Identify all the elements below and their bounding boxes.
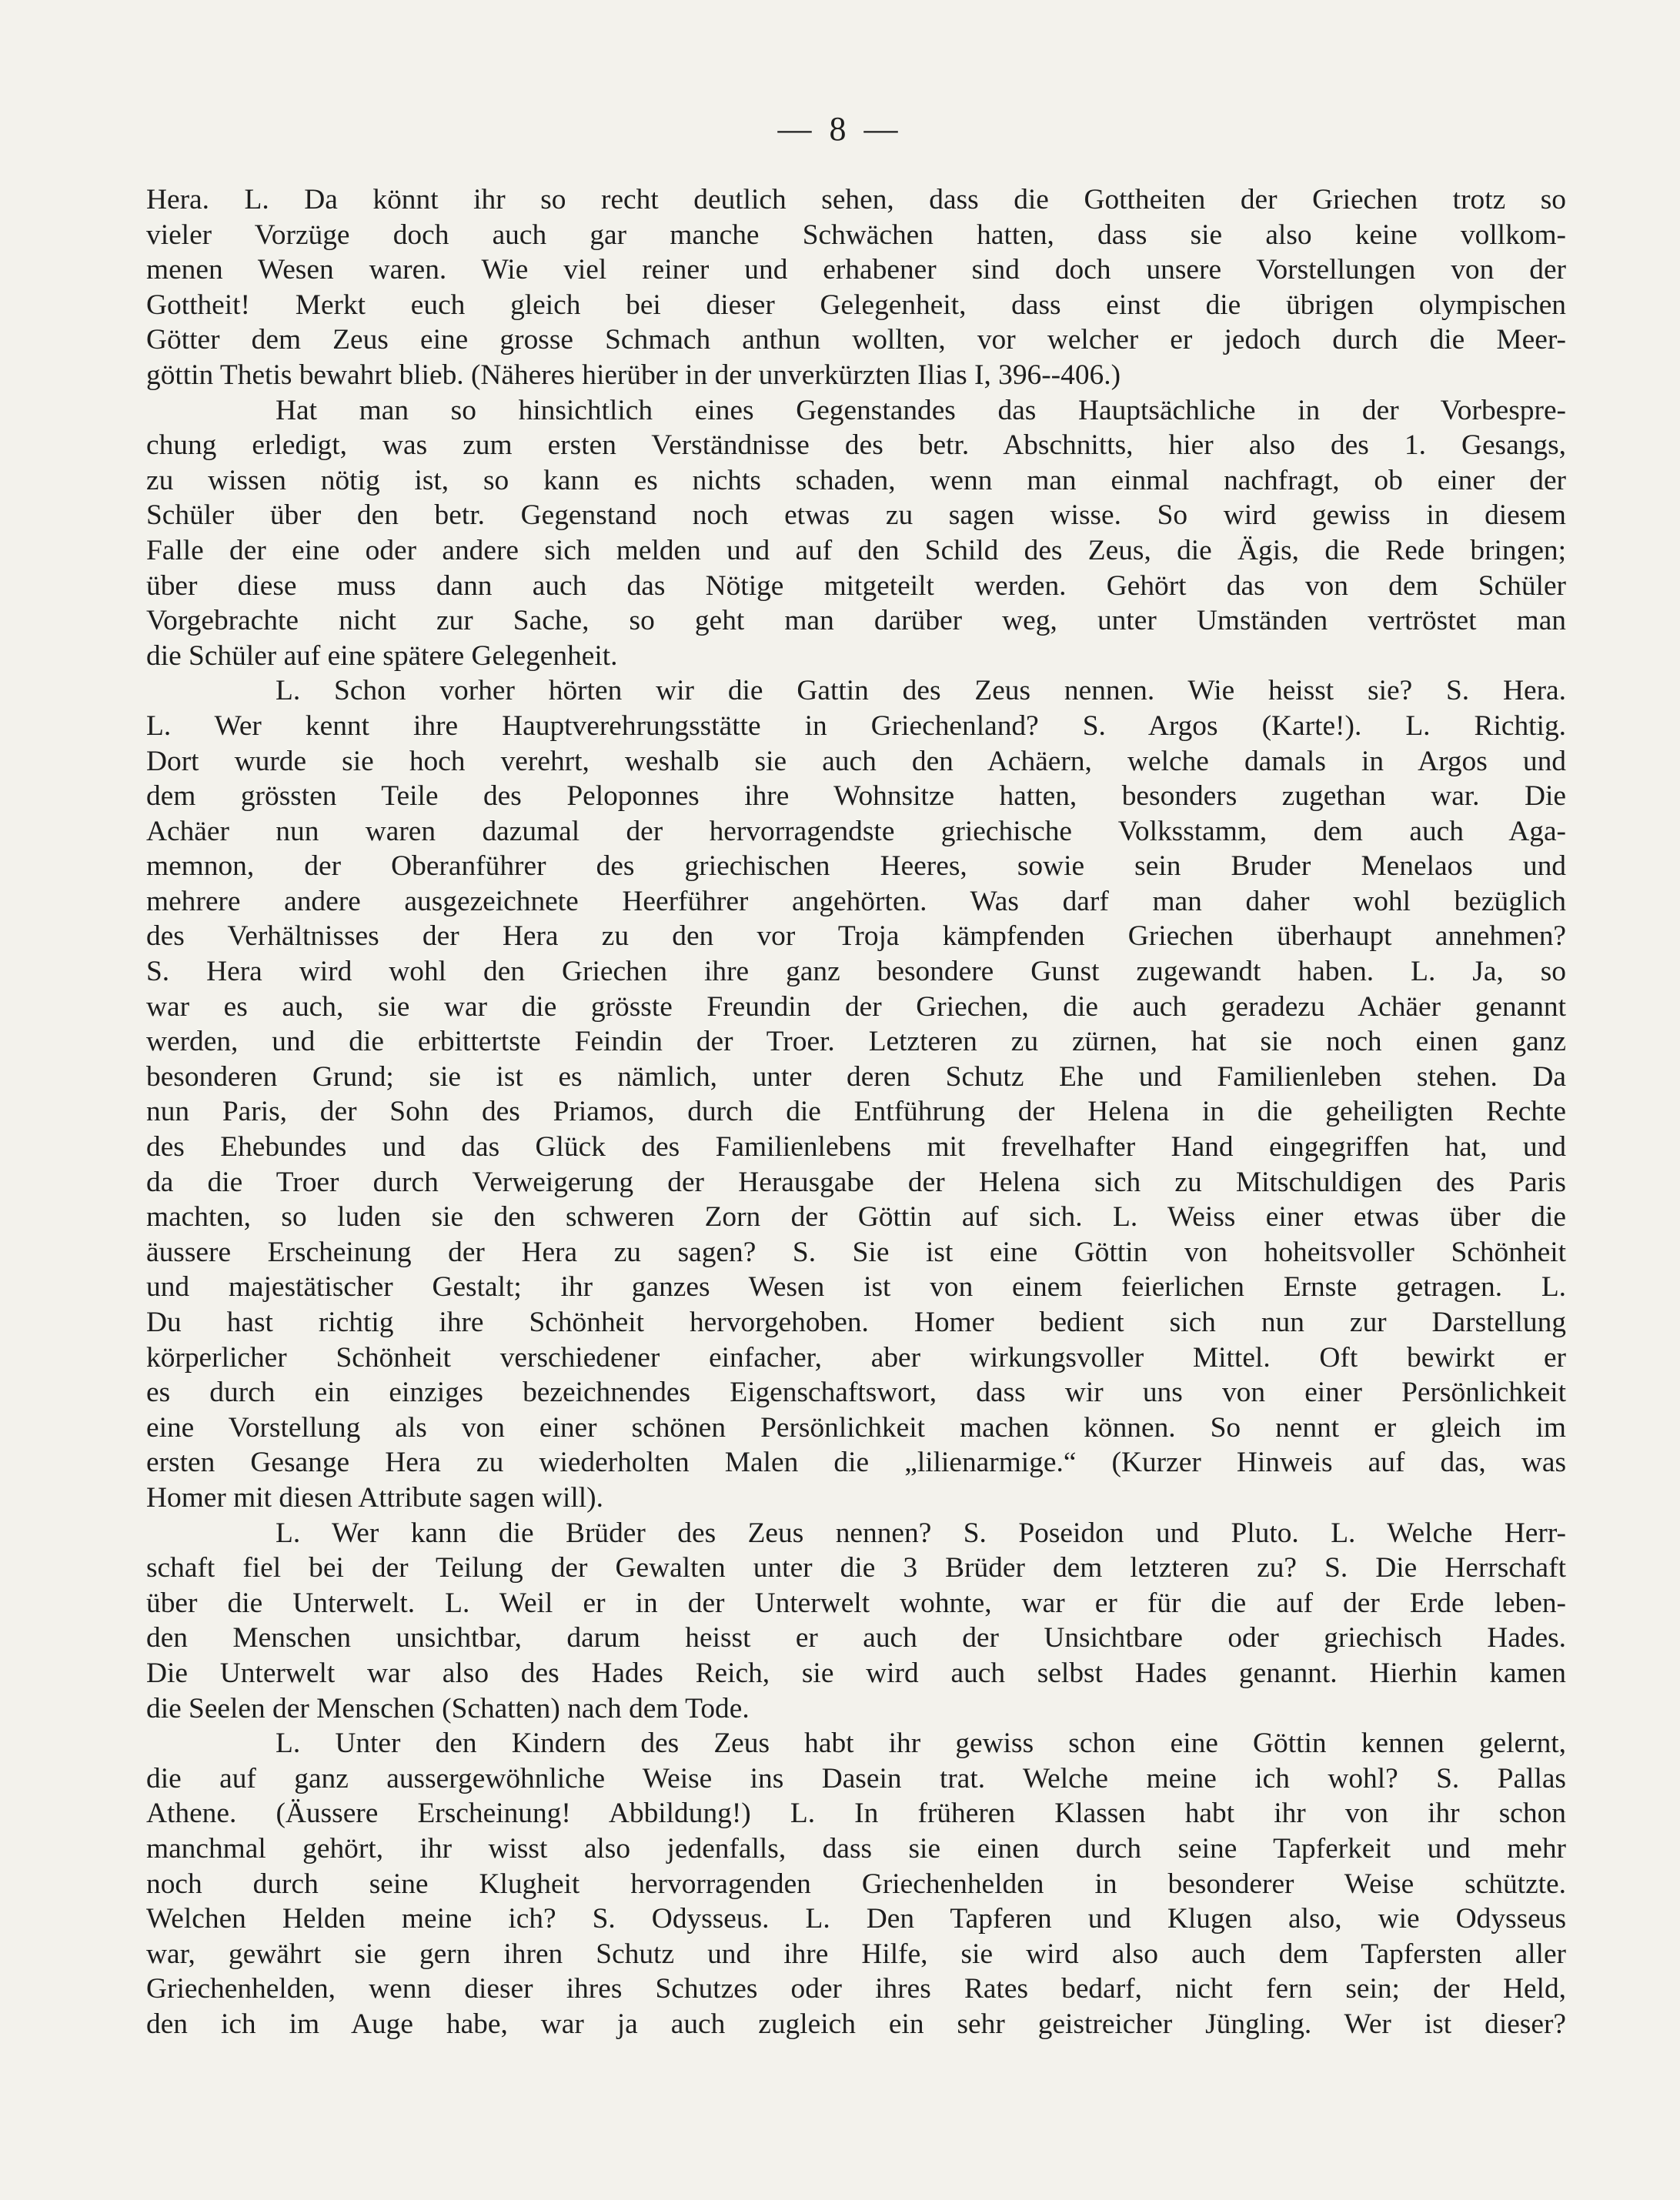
text-line: ersten Gesange Hera zu wiederholten Malen die „lilienarmige.“ (Kurzer Hinweis auf das, was xyxy=(146,1447,1566,1479)
text-line: göttin Thetis bewahrt blieb. (Näheres hierüber in der unverkürzten Ilias I, 396--406.) xyxy=(146,359,1121,391)
text-line: Du hast richtig ihre Schönheit hervorgehoben. Homer bedient sich nun zur Darstellung xyxy=(146,1307,1566,1338)
text-line: Vorgebrachte nicht zur Sache, so geht man darüber weg, unter Umständen vertröstet man xyxy=(146,605,1566,637)
text-line: die auf ganz aussergewöhnliche Weise ins Dasein trat. Welche meine ich wohl? S. Pallas xyxy=(146,1762,1566,1794)
text-line: Griechenhelden, wenn dieser ihres Schutzes oder ihres Rates bedarf, nicht fern sein; der Held, xyxy=(146,1973,1566,2005)
text-line: über die Unterwelt. L. Weil er in der Unterwelt wohnte, war er für die auf der Erde leben- xyxy=(146,1587,1566,1619)
text-line: besonderen Grund; sie ist es nämlich, unter deren Schutz Ehe und Familienleben stehen. Da xyxy=(146,1060,1566,1093)
text-line: äussere Erscheinung der Hera zu sagen? S. Sie ist eine Göttin von hoheitsvoller Schönheit xyxy=(146,1236,1566,1268)
text-line: mehrere andere ausgezeichnete Heerführer angehörten. Was darf man daher wohl bezüglich xyxy=(146,885,1566,917)
text-line: L. Schon vorher hörten wir die Gattin des Zeus nennen. Wie heisst sie? S. Hera. xyxy=(276,675,1566,707)
text-line: war, gewährt sie gern ihren Schutz und ihre Hilfe, sie wird also auch dem Tapfersten aller xyxy=(146,1938,1566,1970)
text-line: eine Vorstellung als von einer schönen Persönlichkeit machen können. So nennt er gleich im xyxy=(146,1411,1566,1444)
text-line: über diese muss dann auch das Nötige mitgeteilt werden. Gehört das von dem Schüler xyxy=(146,569,1566,602)
text-line: und majestätischer Gestalt; ihr ganzes Wesen ist von einem feierlichen Ernste getragen. L. xyxy=(146,1271,1566,1304)
text-line: Die Unterwelt war also des Hades Reich, sie wird auch selbst Hades genannt. Hierhin kamen xyxy=(146,1657,1566,1689)
text-line: da die Troer durch Verweigerung der Herausgabe der Helena sich zu Mitschuldigen des Paris xyxy=(146,1166,1566,1198)
text-line: werden, und die erbittertste Feindin der Troer. Letzteren zu zürnen, hat sie noch einen ganz xyxy=(146,1026,1566,1058)
text-line: S. Hera wird wohl den Griechen ihre ganz besondere Gunst zugewandt haben. L. Ja, so xyxy=(146,956,1566,988)
page-number: — 8 — xyxy=(777,110,903,148)
text-line: es durch ein einziges bezeichnendes Eigenschaftswort, dass wir uns von einer Persönlichkeit xyxy=(146,1377,1566,1409)
text-line: Götter dem Zeus eine grosse Schmach anthun wollten, vor welcher er jedoch durch die Meer- xyxy=(146,324,1566,356)
text-line: noch durch seine Klugheit hervorragenden Griechenhelden in besonderer Weise schützte. xyxy=(146,1868,1566,1900)
text-line: des Ehebundes und das Glück des Familienlebens mit frevelhafter Hand eingegriffen hat, und xyxy=(146,1131,1566,1163)
text-line: den Menschen unsichtbar, darum heisst er auch der Unsichtbare oder griechisch Hades. xyxy=(146,1622,1566,1654)
text-line: vieler Vorzüge doch auch gar manche Schwächen hatten, dass sie also keine vollkom- xyxy=(146,219,1566,251)
text-line: Achäer nun waren dazumal der hervorragendste griechische Volksstamm, dem auch Aga- xyxy=(146,815,1566,847)
text-line: manchmal gehört, ihr wisst also jedenfalls, dass sie einen durch seine Tapferkeit und mehr xyxy=(146,1832,1566,1864)
text-line: den ich im Auge habe, war ja auch zugleich ein sehr geistreicher Jüngling. Wer ist dieser? xyxy=(146,2008,1566,2040)
text-line: Gottheit! Merkt euch gleich bei dieser Gelegenheit, dass einst die übrigen olympischen xyxy=(146,289,1566,321)
text-line: Falle der eine oder andere sich melden und auf den Schild des Zeus, die Ägis, die Rede bringen; xyxy=(146,534,1566,566)
text-line: Hat man so hinsichtlich eines Gegenstandes das Hauptsächliche in der Vorbespre- xyxy=(276,394,1566,426)
text-line: Schüler über den betr. Gegenstand noch etwas zu sagen wisse. So wird gewiss in diesem xyxy=(146,499,1566,532)
text-line: L. Wer kennt ihre Hauptverehrungsstätte in Griechenland? S. Argos (Karte!). L. Richtig. xyxy=(146,709,1566,742)
text-line: die Schüler auf eine spätere Gelegenheit. xyxy=(146,639,618,672)
text-line: zu wissen nötig ist, so kann es nichts schaden, wenn man einmal nachfragt, ob einer der xyxy=(146,464,1566,496)
text-line: chung erledigt, was zum ersten Verständnisse des betr. Abschnitts, hier also des 1. Gesangs, xyxy=(146,429,1566,462)
text-line: Dort wurde sie hoch verehrt, weshalb sie auch den Achäern, welche damals in Argos und xyxy=(146,745,1566,777)
text-line: Homer mit diesen Attribute sagen will). xyxy=(146,1481,603,1514)
text-line: Welchen Helden meine ich? S. Odysseus. L. Den Tapferen und Klugen also, wie Odysseus xyxy=(146,1903,1566,1935)
text-line: memnon, der Oberanführer des griechischen Heeres, sowie sein Bruder Menelaos und xyxy=(146,850,1566,883)
text-line: dem grössten Teile des Peloponnes ihre Wohnsitze hatten, besonders zugethan war. Die xyxy=(146,780,1566,813)
text-line: Athene. (Äussere Erscheinung! Abbildung!) L. In früheren Klassen habt ihr von ihr schon xyxy=(146,1798,1566,1830)
text-line: L. Unter den Kindern des Zeus habt ihr gewiss schon eine Göttin kennen gelernt, xyxy=(276,1728,1566,1760)
text-line: schaft fiel bei der Teilung der Gewalten unter die 3 Brüder dem letzteren zu? S. Die Herrschaft xyxy=(146,1552,1566,1584)
text-line: körperlicher Schönheit verschiedener einfacher, aber wirkungsvoller Mittel. Oft bewirkt er xyxy=(146,1341,1566,1374)
text-line: Hera. L. Da könnt ihr so recht deutlich sehen, dass die Gottheiten der Griechen trotz so xyxy=(146,184,1566,215)
text-line: menen Wesen waren. Wie viel reiner und erhabener sind doch unsere Vorstellungen von der xyxy=(146,254,1566,286)
text-line: des Verhältnisses der Hera zu den vor Troja kämpfenden Griechen überhaupt annehmen? xyxy=(146,920,1566,953)
text-line: war es auch, sie war die grösste Freundin der Griechen, die auch geradezu Achäer genannt xyxy=(146,990,1566,1023)
text-line: nun Paris, der Sohn des Priamos, durch die Entführung der Helena in die geheiligten Rechte xyxy=(146,1096,1566,1128)
body-text xyxy=(146,182,1566,2041)
text-line: machten, so luden sie den schweren Zorn der Göttin auf sich. L. Weiss einer etwas über die xyxy=(146,1201,1566,1234)
text-line: L. Wer kann die Brüder des Zeus nennen? S. Poseidon und Pluto. L. Welche Herr- xyxy=(276,1517,1566,1549)
text-line: die Seelen der Menschen (Schatten) nach dem Tode. xyxy=(146,1692,750,1724)
